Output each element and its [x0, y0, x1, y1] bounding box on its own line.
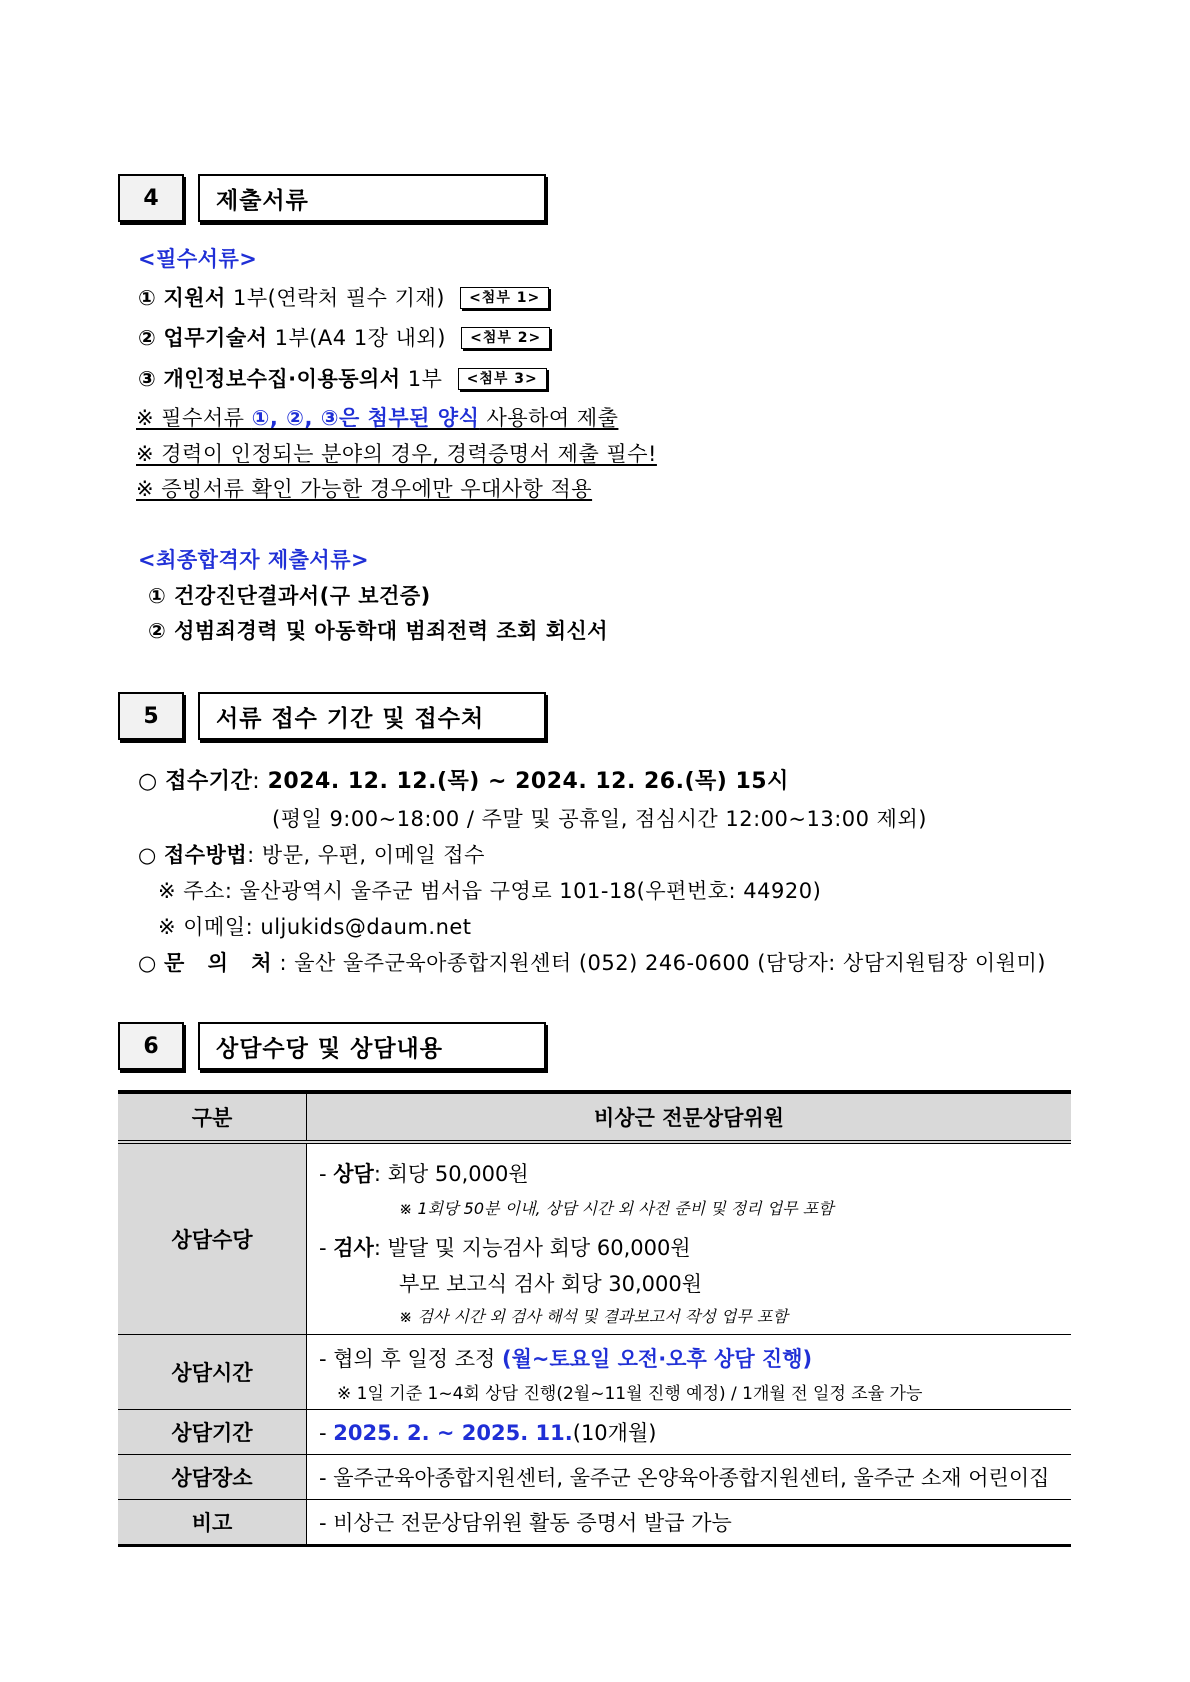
- period-label: 상담기간: [118, 1410, 307, 1454]
- period-value: 2024. 12. 12.(목) ~ 2024. 12. 26.(목) 15시: [267, 769, 789, 794]
- section-6-number: [118, 1022, 184, 1070]
- attachment-tag: <첨부 1>: [460, 287, 549, 309]
- required-item-3: [138, 363, 547, 393]
- circle-bullet: ○: [138, 769, 158, 794]
- table-row-period: [118, 1410, 1071, 1455]
- item-mark: ①: [138, 286, 157, 310]
- fee-line-counsel: - 상담: 회당 50,000원: [319, 1162, 529, 1186]
- receipt-period-note: (평일 9:00~18:00 / 주말 및 공휴일, 점심시간 12:00~13:00 제외): [272, 807, 927, 831]
- table-row-place: [118, 1455, 1071, 1500]
- fee-label: 상담수당: [118, 1144, 307, 1334]
- note-text: ※ 필수서류: [136, 406, 252, 430]
- section-number-text: 5: [143, 703, 159, 729]
- place-label: 상담장소: [118, 1455, 307, 1499]
- final-item-2: ② 성범죄경력 및 아동학대 범죄전력 조회 회신서: [148, 619, 609, 643]
- fee-content: [307, 1144, 1071, 1334]
- note-content: - 비상근 전문상담위원 활동 증명서 발급 가능: [319, 1511, 732, 1535]
- item-mark: ②: [138, 326, 157, 350]
- period-line: - 2025. 2. ~ 2025. 11.(10개월): [319, 1421, 657, 1445]
- fee-counsel-note: ※ 1회당 50분 이내, 상담 시간 외 사전 준비 및 정리 업무 포함: [399, 1199, 834, 1218]
- required-item-1: [138, 282, 549, 312]
- contact-info: [138, 947, 1046, 977]
- time-label: 상담시간: [118, 1335, 307, 1409]
- section-5-number: [118, 692, 184, 740]
- fee-line-parent: 부모 보고식 검사 회당 30,000원: [399, 1272, 703, 1296]
- item-desc: 1부: [400, 367, 443, 391]
- section-number-text: 6: [143, 1033, 159, 1059]
- note-preference: ※ 증빙서류 확인 가능한 경우에만 우대사항 적용: [136, 477, 593, 501]
- final-item-1: ① 건강진단결과서(구 보건증): [148, 584, 431, 608]
- place-content: - 울주군육아종합지원센터, 울주군 온양육아종합지원센터, 울주군 소재 어린이집: [319, 1466, 1050, 1490]
- header-category: 구분: [118, 1094, 307, 1140]
- attachment-tag: <첨부 2>: [461, 327, 550, 349]
- table-header-row: [118, 1094, 1071, 1144]
- receipt-period: ○ 접수기간: 2024. 12. 12.(목) ~ 2024. 12. 26.(목) 15시: [138, 769, 789, 794]
- section-4-title: [198, 174, 546, 222]
- circle-bullet: ○: [138, 843, 157, 867]
- receipt-address: ※ 주소: 울산광역시 울주군 범서읍 구영로 101-18(우편번호: 44920): [158, 879, 822, 903]
- time-line: [319, 1343, 812, 1373]
- section-number-text: 4: [143, 185, 159, 211]
- time-note: ※ 1일 기준 1~4회 상담 진행(2월~11월 진행 예정) / 1개월 전 일정 조율 가능: [337, 1384, 923, 1404]
- method-label: 접수방법: [164, 843, 248, 867]
- section-4-number: [118, 174, 184, 222]
- required-item-2: [138, 322, 550, 352]
- contact-value: : 울산 울주군육아종합지원센터 (052) 246-0600 (담당자: 상담지원팀장 이원미): [279, 951, 1046, 975]
- item-desc: 1부(연락처 필수 기재): [225, 286, 445, 310]
- period-label: 접수기간: [165, 769, 253, 794]
- item-name: 개인정보수집·이용동의서: [163, 367, 401, 391]
- receipt-method: [138, 839, 485, 869]
- circle-bullet: ○: [138, 951, 157, 975]
- fee-test-label: 검사: [333, 1236, 374, 1260]
- required-docs-heading: <필수서류>: [138, 247, 258, 271]
- method-value: : 방문, 우편, 이메일 접수: [247, 843, 485, 867]
- fee-counsel-label: 상담: [333, 1162, 374, 1186]
- fee-test-value: : 발달 및 지능검사 회당 60,000원: [373, 1236, 691, 1260]
- period-content: [307, 1410, 1071, 1454]
- period-rest: (10개월): [572, 1421, 657, 1445]
- note-highlight: ①, ②, ③은 첨부된 양식: [251, 406, 480, 430]
- note-label: 비고: [118, 1500, 307, 1544]
- attachment-tag: <첨부 3>: [458, 368, 547, 390]
- item-name: 업무기술서: [163, 326, 268, 350]
- section-title-text: 제출서류: [216, 187, 309, 214]
- note-career-cert: ※ 경력이 인정되는 분야의 경우, 경력증명서 제출 필수!: [136, 442, 657, 466]
- final-docs-heading: <최종합격자 제출서류>: [138, 548, 370, 572]
- item-mark: ③: [138, 367, 157, 391]
- item-name: 지원서: [163, 286, 226, 310]
- fee-test-note: ※ 검사 시간 외 검사 해석 및 결과보고서 작성 업무 포함: [399, 1307, 788, 1326]
- section-title-text: 서류 접수 기간 및 접수처: [216, 705, 485, 732]
- time-content: [307, 1335, 1071, 1409]
- note-required-form: [136, 402, 618, 432]
- header-position: 비상근 전문상담위원: [594, 1106, 784, 1130]
- time-value: - 협의 후 일정 조정: [319, 1347, 502, 1371]
- item-desc: 1부(A4 1장 내외): [267, 326, 446, 350]
- fee-counsel-value: : 회당 50,000원: [373, 1162, 529, 1186]
- table-row-time: [118, 1335, 1071, 1410]
- period-highlight: 2025. 2. ~ 2025. 11.: [333, 1421, 573, 1445]
- section-title-text: 상담수당 및 상담내용: [216, 1035, 443, 1062]
- fee-line-test: - 검사: 발달 및 지능검사 회당 60,000원: [319, 1236, 691, 1260]
- table-row-note: [118, 1500, 1071, 1544]
- contact-label: 문 의 처: [164, 951, 280, 975]
- section-5-title: [198, 692, 546, 740]
- section-6-title: [198, 1022, 546, 1070]
- counseling-table: [118, 1090, 1071, 1547]
- note-text: 사용하여 제출: [479, 406, 619, 430]
- receipt-email: ※ 이메일: uljukids@daum.net: [158, 915, 472, 939]
- table-row-fee: [118, 1144, 1071, 1335]
- time-highlight: (월~토요일 오전·오후 상담 진행): [501, 1347, 813, 1371]
